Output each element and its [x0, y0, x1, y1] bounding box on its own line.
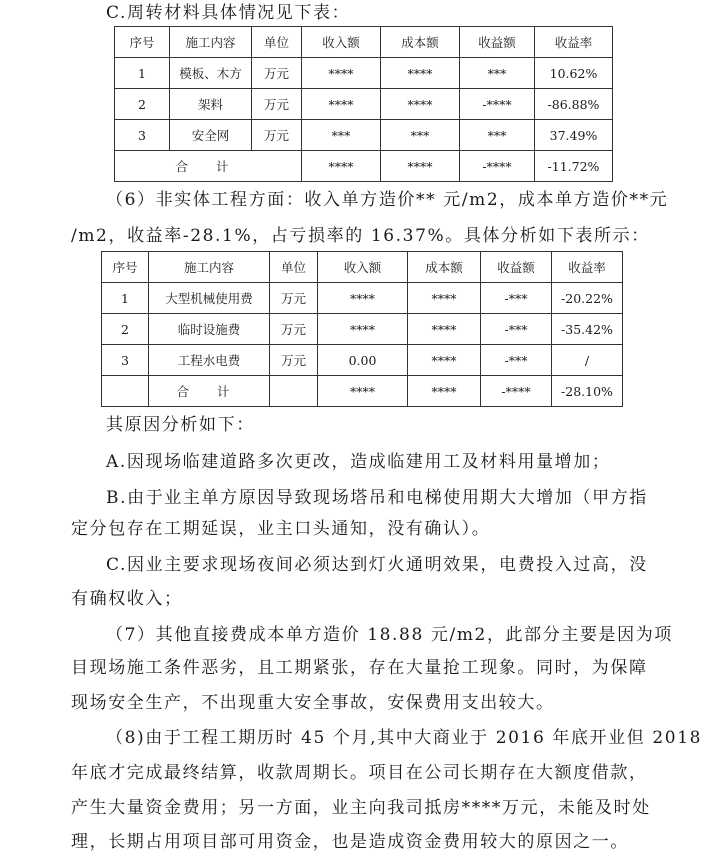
- total-label: 合 计: [115, 151, 302, 182]
- table-row: [115, 89, 613, 120]
- total-profit: -****: [460, 151, 535, 182]
- reason-b-line1: B.由于业主单方原因导致现场塔吊和电梯使用期大大增加（甲方指: [106, 488, 648, 508]
- table-cell: 万元: [252, 89, 302, 120]
- para8-line2: 年底才完成最终结算，收款周期长。项目在公司长期存在大额度借款，: [71, 763, 648, 783]
- table-row: [102, 283, 623, 314]
- table-row: [115, 58, 613, 89]
- header-cell: 单位: [270, 252, 318, 283]
- total-rate: -11.72%: [535, 151, 613, 182]
- table-cell: 1: [115, 58, 170, 89]
- table-cell: 万元: [270, 283, 318, 314]
- reason-c-line2: 有确权收入；: [71, 589, 183, 609]
- table-cell: [102, 376, 149, 407]
- table-total-row: [102, 376, 623, 407]
- para6-line1: （6）非实体工程方面：收入单方造价** 元/m2，成本单方造价**元: [106, 190, 669, 210]
- header-cell: 收入额: [318, 252, 408, 283]
- total-profit: -****: [481, 376, 552, 407]
- table-cell: ***: [460, 120, 535, 151]
- table-row: [115, 120, 613, 151]
- header-cell: 收益率: [535, 27, 613, 58]
- section-c-heading: C.周转材料具体情况见下表：: [106, 3, 351, 23]
- table-cell: ***: [381, 120, 460, 151]
- table-cell: -****: [460, 89, 535, 120]
- table-cell: [270, 376, 318, 407]
- table-cell: ****: [302, 58, 381, 89]
- table-cell: ***: [302, 120, 381, 151]
- table-cell: ****: [408, 283, 481, 314]
- table-cell: -86.88%: [535, 89, 613, 120]
- table-cell: 工程水电费: [149, 345, 270, 376]
- table-cell: 临时设施费: [149, 314, 270, 345]
- table-cell: ****: [318, 283, 408, 314]
- header-cell: 施工内容: [170, 27, 252, 58]
- para6-line2: /m2，收益率-28.1%，占亏损率的 16.37%。具体分析如下表所示：: [71, 226, 650, 246]
- para7-line2: 目现场施工条件恶劣，且工期紧张，存在大量抢工现象。同时，为保障: [71, 658, 648, 678]
- table-cell: 安全网: [170, 120, 252, 151]
- table-cell: ****: [318, 314, 408, 345]
- total-income: ****: [318, 376, 408, 407]
- table-cell: 2: [102, 314, 149, 345]
- header-cell: 序号: [115, 27, 170, 58]
- header-cell: 单位: [252, 27, 302, 58]
- table-total-row: [115, 151, 613, 182]
- header-cell: 序号: [102, 252, 149, 283]
- header-cell: 成本额: [381, 27, 460, 58]
- table-cell: 万元: [270, 314, 318, 345]
- para7-line3: 现场安全生产，不出现重大安全事故，安保费用支出较大。: [71, 693, 555, 713]
- table-cell: 10.62%: [535, 58, 613, 89]
- table-cell: 37.49%: [535, 120, 613, 151]
- reason-c-line1: C.因业主要求现场夜间必须达到灯火通明效果，电费投入过高，没: [106, 555, 648, 575]
- header-cell: 成本额: [408, 252, 481, 283]
- para7-line1: （7）其他直接费成本单方造价 18.88 元/m2，此部分主要是因为项: [106, 625, 673, 645]
- table-materials: [114, 26, 613, 182]
- table-cell: -***: [481, 283, 552, 314]
- total-cost: ****: [408, 376, 481, 407]
- table-cell: -***: [481, 345, 552, 376]
- para8-line1: （8)由于工程工期历时 45 个月,其中大商业于 2016 年底开业但 2018: [106, 728, 703, 748]
- table-row: [102, 314, 623, 345]
- table-cell: ****: [381, 89, 460, 120]
- reasons-intro: 其原因分析如下：: [106, 415, 255, 435]
- para8-line3: 产生大量资金费用；另一方面，业主向我司抵房****万元，未能及时处: [71, 798, 651, 818]
- header-cell: 施工内容: [149, 252, 270, 283]
- table-cell: 3: [102, 345, 149, 376]
- total-cost: ****: [381, 151, 460, 182]
- table-cell: ****: [408, 314, 481, 345]
- reason-b-line2: 定分包存在工期延误，业主口头通知，没有确认）。: [71, 519, 491, 539]
- table-cell: 0.00: [318, 345, 408, 376]
- table-non-physical: [101, 251, 623, 407]
- total-rate: -28.10%: [552, 376, 623, 407]
- table-cell: -20.22%: [552, 283, 623, 314]
- table-cell: -***: [481, 314, 552, 345]
- table-cell: -35.42%: [552, 314, 623, 345]
- header-cell: 收益额: [460, 27, 535, 58]
- table-cell: 万元: [252, 58, 302, 89]
- table-cell: ****: [408, 345, 481, 376]
- table-cell: 模板、木方: [170, 58, 252, 89]
- para8-line4: 理，长期占用项目部可用资金，也是造成资金费用较大的原因之一。: [71, 832, 629, 852]
- table-header-row: [115, 27, 613, 58]
- table-cell: 1: [102, 283, 149, 314]
- table-row: [102, 345, 623, 376]
- table-header-row: [102, 252, 623, 283]
- header-cell: 收入额: [302, 27, 381, 58]
- table-cell: ***: [460, 58, 535, 89]
- header-cell: 收益率: [552, 252, 623, 283]
- table-cell: 万元: [252, 120, 302, 151]
- total-label: 合 计: [149, 376, 270, 407]
- table-cell: 大型机械使用费: [149, 283, 270, 314]
- table-cell: 万元: [270, 345, 318, 376]
- table-cell: 3: [115, 120, 170, 151]
- table-cell: 架料: [170, 89, 252, 120]
- reason-a: A.因现场临建道路多次更改，造成临建用工及材料用量增加；: [106, 452, 611, 472]
- table-cell: /: [552, 345, 623, 376]
- header-cell: 收益额: [481, 252, 552, 283]
- table-cell: 2: [115, 89, 170, 120]
- table-cell: ****: [302, 89, 381, 120]
- table-cell: ****: [381, 58, 460, 89]
- total-income: ****: [302, 151, 381, 182]
